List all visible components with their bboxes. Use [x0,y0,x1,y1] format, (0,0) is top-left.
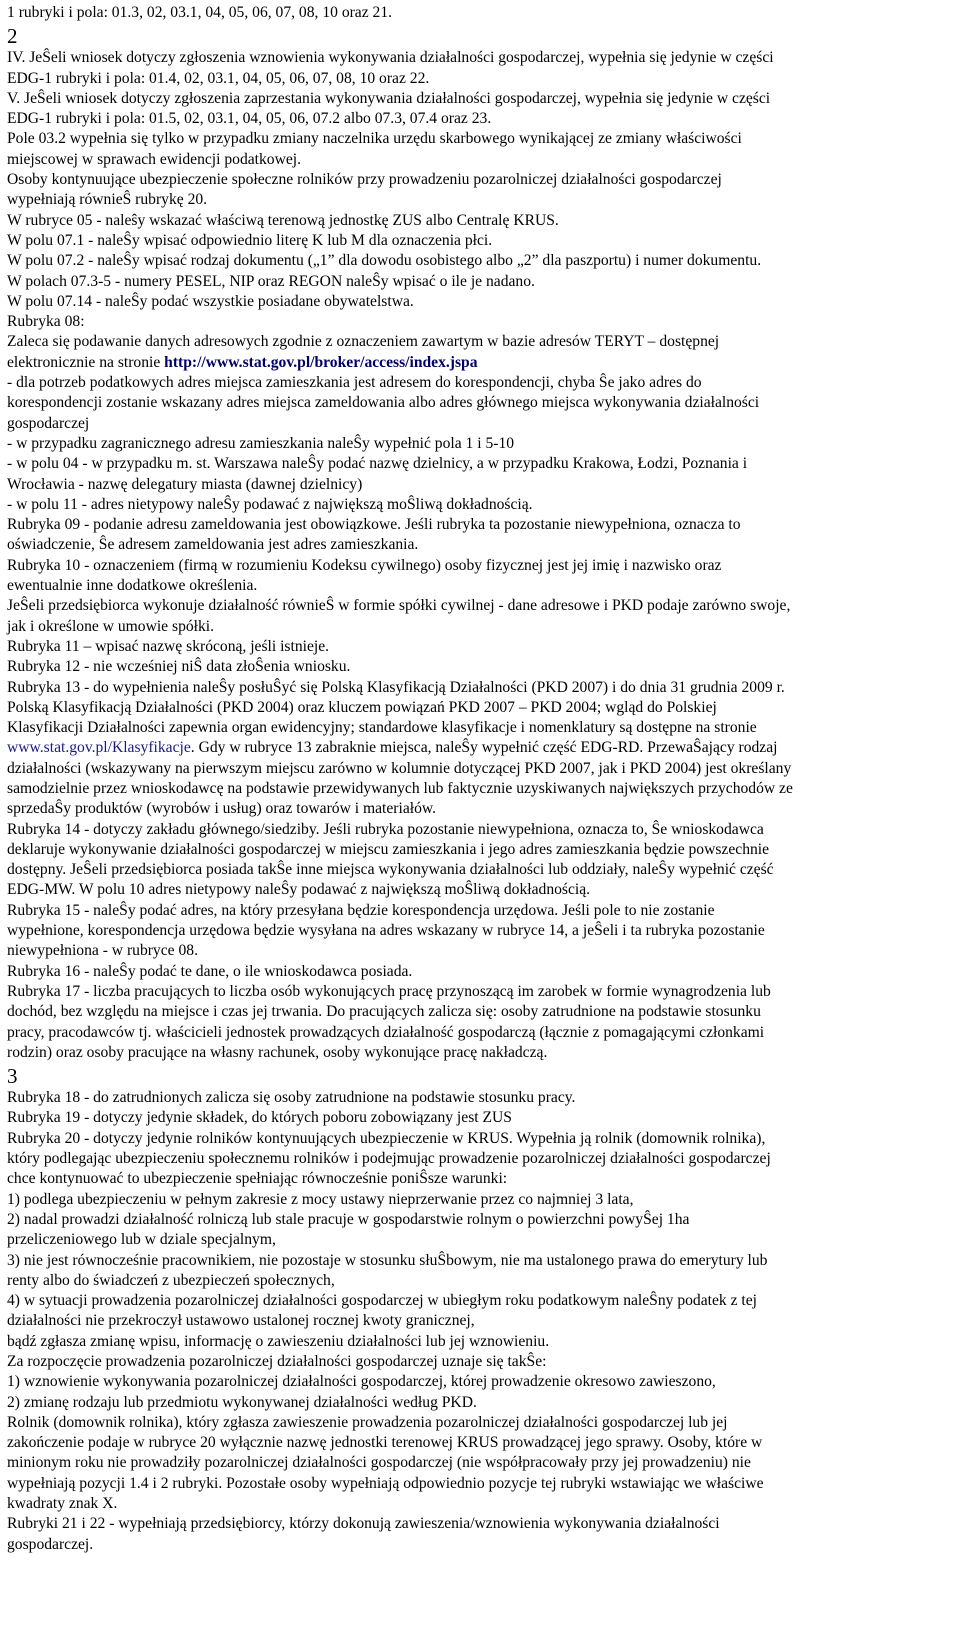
text-line: Rubryka 09 - podanie adresu zameldowania jest obowiązkowe. Jeśli rubryka ta pozostanie niewypełniona, oznacza to [7,516,741,534]
text-line: Wrocławia - nazwę delegatury miasta (dawnej dzielnicy) [7,475,363,493]
text-line: działalności (wskazywany na pierwszym miejscu zarówno w kolumnie dotyczącej PKD 2007, jak i PKD 2004) jest określany [7,759,792,777]
page-number: 2 [7,24,18,49]
text-line: - w przypadku zagranicznego adresu zamieszkania naleŜy wypełnić pola 1 i 5-10 [7,434,515,452]
text-line: ewentualnie inne dodatkowe określenia. [7,577,258,595]
text-line: Rubryka 11 – wpisać nazwę skróconą, jeśli istnieje. [7,637,330,655]
text-line: renty albo do świadczeń z ubezpieczeń społecznych, [7,1271,335,1289]
text-line: minionym roku nie prowadziły pozarolniczej działalności gospodarczej (nie współpracowały przy jej prowadzeniu) nie [7,1454,751,1472]
text-line: W polu 07.14 - naleŜy podać wszystkie posiadane obywatelstwa. [7,292,414,310]
text-line: dostępny. JeŜeli przedsiębiorca posiada takŜe inne miejsca wykonywania działalności lub oddziały, naleŜy wypełnić część [7,861,774,879]
text-line: Rolnik (domownik rolnika), który zgłasza zawieszenie prowadzenia pozarolniczej działalności gospodarczej lub jej [7,1413,728,1431]
text-line: 1 rubryki i pola: 01.3, 02, 03.1, 04, 05, 06, 07, 08, 10 oraz 21. [7,4,393,21]
text-line: 4) w sytuacji prowadzenia pozarolniczej działalności gospodarczej w ubiegłym roku podatkowym naleŜny podatek z tej [7,1292,757,1310]
text-line: dochód, bez względu na miejsce i czas jej trwania. Do pracujących zalicza się: osoby zatrudnione na podstawie stosunku [7,1003,761,1021]
text-line: 2) nadal prowadzi działalność rolniczą lub stale pracuje w gospodarstwie rolnym o powierzchni powyŜej 1ha [7,1210,690,1228]
text-line: działalności nie przekroczył ustawowo ustalonej rocznej kwoty granicznej, [7,1312,475,1330]
text-line: rodzin) oraz osoby pracujące na własny rachunek, osoby wykonujące pracę nakładczą. [7,1043,548,1061]
text-line: sprzedaŜy produktów (wyrobów i usług) oraz towarów i materiałów. [7,800,437,818]
teryt-link[interactable]: http://www.stat.gov.pl/broker/access/index.jspa [164,353,478,371]
text-line: IV. JeŜeli wniosek dotyczy zgłoszenia wznowienia wykonywania działalności gospodarczej, wypełnia się jedynie w części [7,49,774,67]
section-heading: Rubryka 08: [7,313,85,331]
text-line: Rubryka 16 - naleŜy podać te dane, o ile wnioskodawca posiada. [7,962,413,980]
text-line [7,353,948,373]
text-line: zakończenie podaje w rubryce 20 wyłącznie nazwę jednostki terenowej KRUS prowadzącej jego sprawy. Osoby, które w [7,1434,763,1452]
text-line: bądź zgłasza zmianę wpisu, informację o zawieszeniu działalności lub jej wznowieniu. [7,1332,550,1350]
text-line: 2) zmianę rodzaju lub przedmiotu wykonywanej działalności według PKD. [7,1393,477,1411]
text-line: Za rozpoczęcie prowadzenia pozarolniczej działalności gospodarczej uznaje się takŜe: [7,1353,547,1370]
text-line: Pole 03.2 wypełnia się tylko w przypadku zmiany naczelnika urzędu skarbowego wynikającej ze zmiany właściwości [7,130,742,148]
text-line: gospodarczej [7,414,90,432]
text-line: Rubryka 19 - dotyczy jedynie składek, do których poboru zobowiązany jest ZUS [7,1109,512,1127]
text-line: Zaleca się podawanie danych adresowych zgodnie z oznaczeniem zawartym w bazie adresów TERYT – dostępnej [7,333,720,351]
text-line: 1) wznowienie wykonywania pozarolniczej działalności gospodarczej, której prowadzenie okresowo zawieszono, [7,1373,716,1391]
text-line: wypełniają pozycji 1.4 i 2 rubryki. Pozostałe osoby wypełniają odpowiednio pozycje tej rubryki wstawiając we właściwe [7,1474,764,1492]
text-line: deklaruje wykonywanie działalności gospodarczej w miejscu zamieszkania i jego adres zamieszkania będzie powszechnie [7,840,770,858]
text-line: - dla potrzeb podatkowych adres miejsca zamieszkania jest adresem do korespondencji, chyba Ŝe jako adres do [7,374,702,392]
text-span: . Gdy w rubryce 13 zabraknie miejsca, naleŜy wypełnić część EDG-RD. PrzewaŜający rodzaj [190,739,778,757]
text-line: 1) podlega ubezpieczeniu w pełnym zakresie z mocy ustawy nieprzerwanie przez co najmniej 3 lata, [7,1190,634,1208]
text-line: Rubryki 21 i 22 - wypełniają przedsiębiorcy, którzy dokonują zawieszenia/wznowienia wykonywania działalności [7,1515,720,1533]
text-line: gospodarczej. [7,1535,94,1553]
text-line: Klasyfikacji Działalności zapewnia organ ewidencyjny; standardowe klasyfikacje i nomenklatury są dostępne na stronie [7,719,757,737]
text-line: Rubryka 18 - do zatrudnionych zalicza się osoby zatrudnione na podstawie stosunku pracy. [7,1089,576,1107]
text-line: przeliczeniowego lub w dziale specjalnym, [7,1231,276,1249]
text-line: JeŜeli przedsiębiorca wykonuje działalność równieŜ w formie spółki cywilnej - dane adresowe i PKD podaje zarówno swoje, [7,597,791,615]
text-line: EDG-MW. W polu 10 adres nietypowy naleŜy podawać z największą moŜliwą dokładnością. [7,881,591,899]
text-span: elektronicznie na stronie [7,353,165,371]
text-line: samodzielnie przez wnioskodawcę na podstawie przewidywanych lub faktycznie uzyskiwanych największych przychodów ze [7,779,793,797]
text-line: Rubryka 10 - oznaczeniem (firmą w rozumieniu Kodeksu cywilnego) osoby fizycznej jest jej imię i nazwisko oraz [7,556,722,574]
text-line: wypełniają równieŜ rubrykę 20. [7,191,208,209]
text-line: Rubryka 15 - naleŜy podać adres, na który przesyłana będzie korespondencja urzędowa. Jeśli pole to nie zostanie [7,901,715,919]
text-line: miejscowej w sprawach ewidencji podatkowej. [7,150,302,168]
text-line: W polu 07.1 - naleŜy wpisać odpowiednio literę K lub M dla oznaczenia płci. [7,231,493,249]
text-line: Osoby kontynuujące ubezpieczenie społeczne rolników przy prowadzeniu pozarolniczej działalności gospodarczej [7,171,722,189]
text-line: EDG-1 rubryki i pola: 01.5, 02, 03.1, 04, 05, 06, 07.2 albo 07.3, 07.4 oraz 23. [7,110,492,128]
text-line [7,738,948,758]
text-line: Polską Klasyfikacją Działalności (PKD 2004) oraz kluczem powiązań PKD 2007 – PKD 2004; wgląd do Polskiej [7,698,717,716]
text-line: jak i określone w umowie spółki. [7,617,215,635]
page-number: 3 [7,1064,18,1089]
text-line: W polu 07.2 - naleŜy wpisać rodzaj dokumentu („1” dla dowodu osobistego albo „2” dla paszportu) i numer dokumentu. [7,252,762,270]
text-line: 3) nie jest równocześnie pracownikiem, nie pozostaje w stosunku słuŜbowym, nie ma ustalonego prawa do emerytury lub [7,1251,768,1269]
text-line: Rubryka 13 - do wypełnienia naleŜy posłuŜyć się Polską Klasyfikacją Działalności (PKD 2007) i do dnia 31 grudnia 2009 r. [7,678,785,696]
text-line: który podlegając ubezpieczeniu społecznemu rolników i podejmując prowadzenie pozarolniczej działalności gospodarczej [7,1150,771,1168]
text-line: chce kontynuować to ubezpieczenie spełniając równocześnie poniŜsze warunki: [7,1170,508,1188]
text-line: - w polu 11 - adres nietypowy naleŜy podawać z największą moŜliwą dokładnością. [7,495,533,513]
text-line: EDG-1 rubryki i pola: 01.4, 02, 03.1, 04, 05, 06, 07, 08, 10 oraz 22. [7,69,430,87]
text-line: Rubryka 14 - dotyczy zakładu głównego/siedziby. Jeśli rubryka pozostanie niewypełniona, oznacza to, Ŝe wnioskodawca [7,820,764,838]
text-line: Rubryka 20 - dotyczy jedynie rolników kontynuujących ubezpieczenie w KRUS. Wypełnia ją rolnik (domownik rolnika), [7,1129,766,1147]
text-line: Rubryka 12 - nie wcześniej niŜ data złoŜenia wniosku. [7,658,351,676]
text-line: W polach 07.3-5 - numery PESEL, NIP oraz REGON naleŜy wpisać o ile je nadano. [7,272,535,290]
text-line: Rubryka 17 - liczba pracujących to liczba osób wykonujących pracę przynoszącą im zarobek w formie wynagrodzenia lub [7,982,771,1000]
text-line: V. JeŜeli wniosek dotyczy zgłoszenia zaprzestania wykonywania działalności gospodarczej, wypełnia się jedynie w części [7,89,771,107]
text-line: - w polu 04 - w przypadku m. st. Warszawa naleŜy podać nazwę dzielnicy, a w przypadku Krakowa, Łodzi, Poznania i [7,455,748,473]
text-line: niewypełniona - w rubryce 08. [7,942,198,960]
text-line: kwadraty znak X. [7,1495,118,1513]
text-line: korespondencji zostanie wskazany adres miejsca zameldowania albo adres głównego miejsca wykonywania działalności [7,394,760,412]
text-line: W rubryce 05 - naleŝy wskazać właściwą terenową jednostkę ZUS albo Centralę KRUS. [7,211,559,229]
klasyfikacje-link[interactable]: www.stat.gov.pl/Klasyfikacje [7,739,191,757]
text-line: wypełnione, korespondencja urzędowa będzie wysyłana na adres wskazany w rubryce 14, a jeŜeli i ta rubryka pozostanie [7,922,765,940]
text-line: oświadczenie, Ŝe adresem zameldowania jest adres zamieszkania. [7,536,419,554]
text-line: pracy, pracodawców tj. właścicieli jednostek prowadzących działalność gospodarczą (łącznie z pomagającymi członkami [7,1023,765,1041]
